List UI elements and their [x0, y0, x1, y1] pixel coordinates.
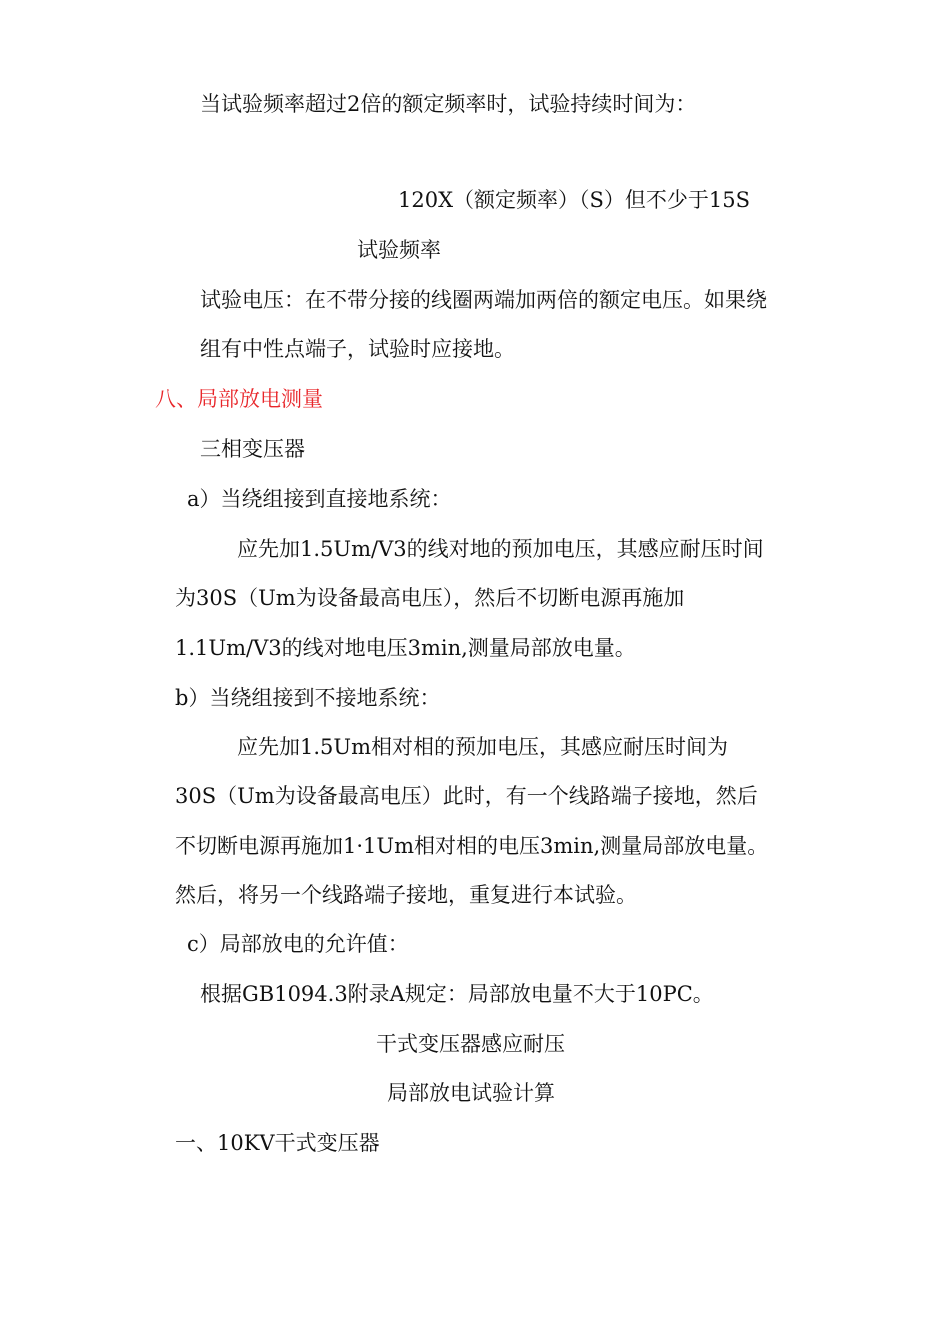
item-a-line-1: 应先加1.5Um/V3的线对地的预加电压，其感应耐压时间 [237, 537, 764, 561]
paragraph-test-frequency: 当试验频率超过2倍的额定频率时，试验持续时间为： [200, 92, 697, 116]
title-line-1: 干式变压器感应耐压 [376, 1032, 565, 1056]
item-a-heading: a）当绕组接到直接地系统： [187, 487, 452, 511]
item-a-line-2: 为30S（Um为设备最高电压），然后不切断电源再施加 [175, 586, 685, 610]
paragraph-test-voltage-line-2: 组有中性点端子，试验时应接地。 [200, 337, 515, 361]
subheading-three-phase: 三相变压器 [200, 437, 305, 461]
title-line-2: 局部放电试验计算 [387, 1081, 555, 1105]
item-b-heading: b）当绕组接到不接地系统： [175, 686, 441, 710]
formula-numerator: 120X（额定频率）（S）但不少于15S [398, 188, 751, 212]
formula-denominator: 试验频率 [357, 238, 441, 262]
section-heading-partial-discharge: 八、局部放电测量 [155, 387, 323, 411]
item-b-line-4: 然后，将另一个线路端子接地，重复进行本试验。 [175, 883, 637, 907]
item-a-line-3: 1.1Um/V3的线对地电压3min,测量局部放电量。 [175, 636, 636, 660]
item-c-line-1: 根据GB1094.3附录A规定：局部放电量不大于10PC。 [200, 982, 714, 1006]
item-b-line-2: 30S（Um为设备最高电压）此时，有一个线路端子接地，然后 [175, 784, 758, 808]
paragraph-test-voltage-line-1: 试验电压：在不带分接的线圈两端加两倍的额定电压。如果绕 [200, 288, 767, 312]
item-c-heading: c）局部放电的允许值： [187, 932, 409, 956]
item-b-line-1: 应先加1.5Um相对相的预加电压，其感应耐压时间为 [237, 735, 729, 759]
section-heading-10kv: 一、10KV干式变压器 [175, 1131, 380, 1155]
item-b-line-3: 不切断电源再施加1·1Um相对相的电压3min,测量局部放电量。 [175, 834, 769, 858]
